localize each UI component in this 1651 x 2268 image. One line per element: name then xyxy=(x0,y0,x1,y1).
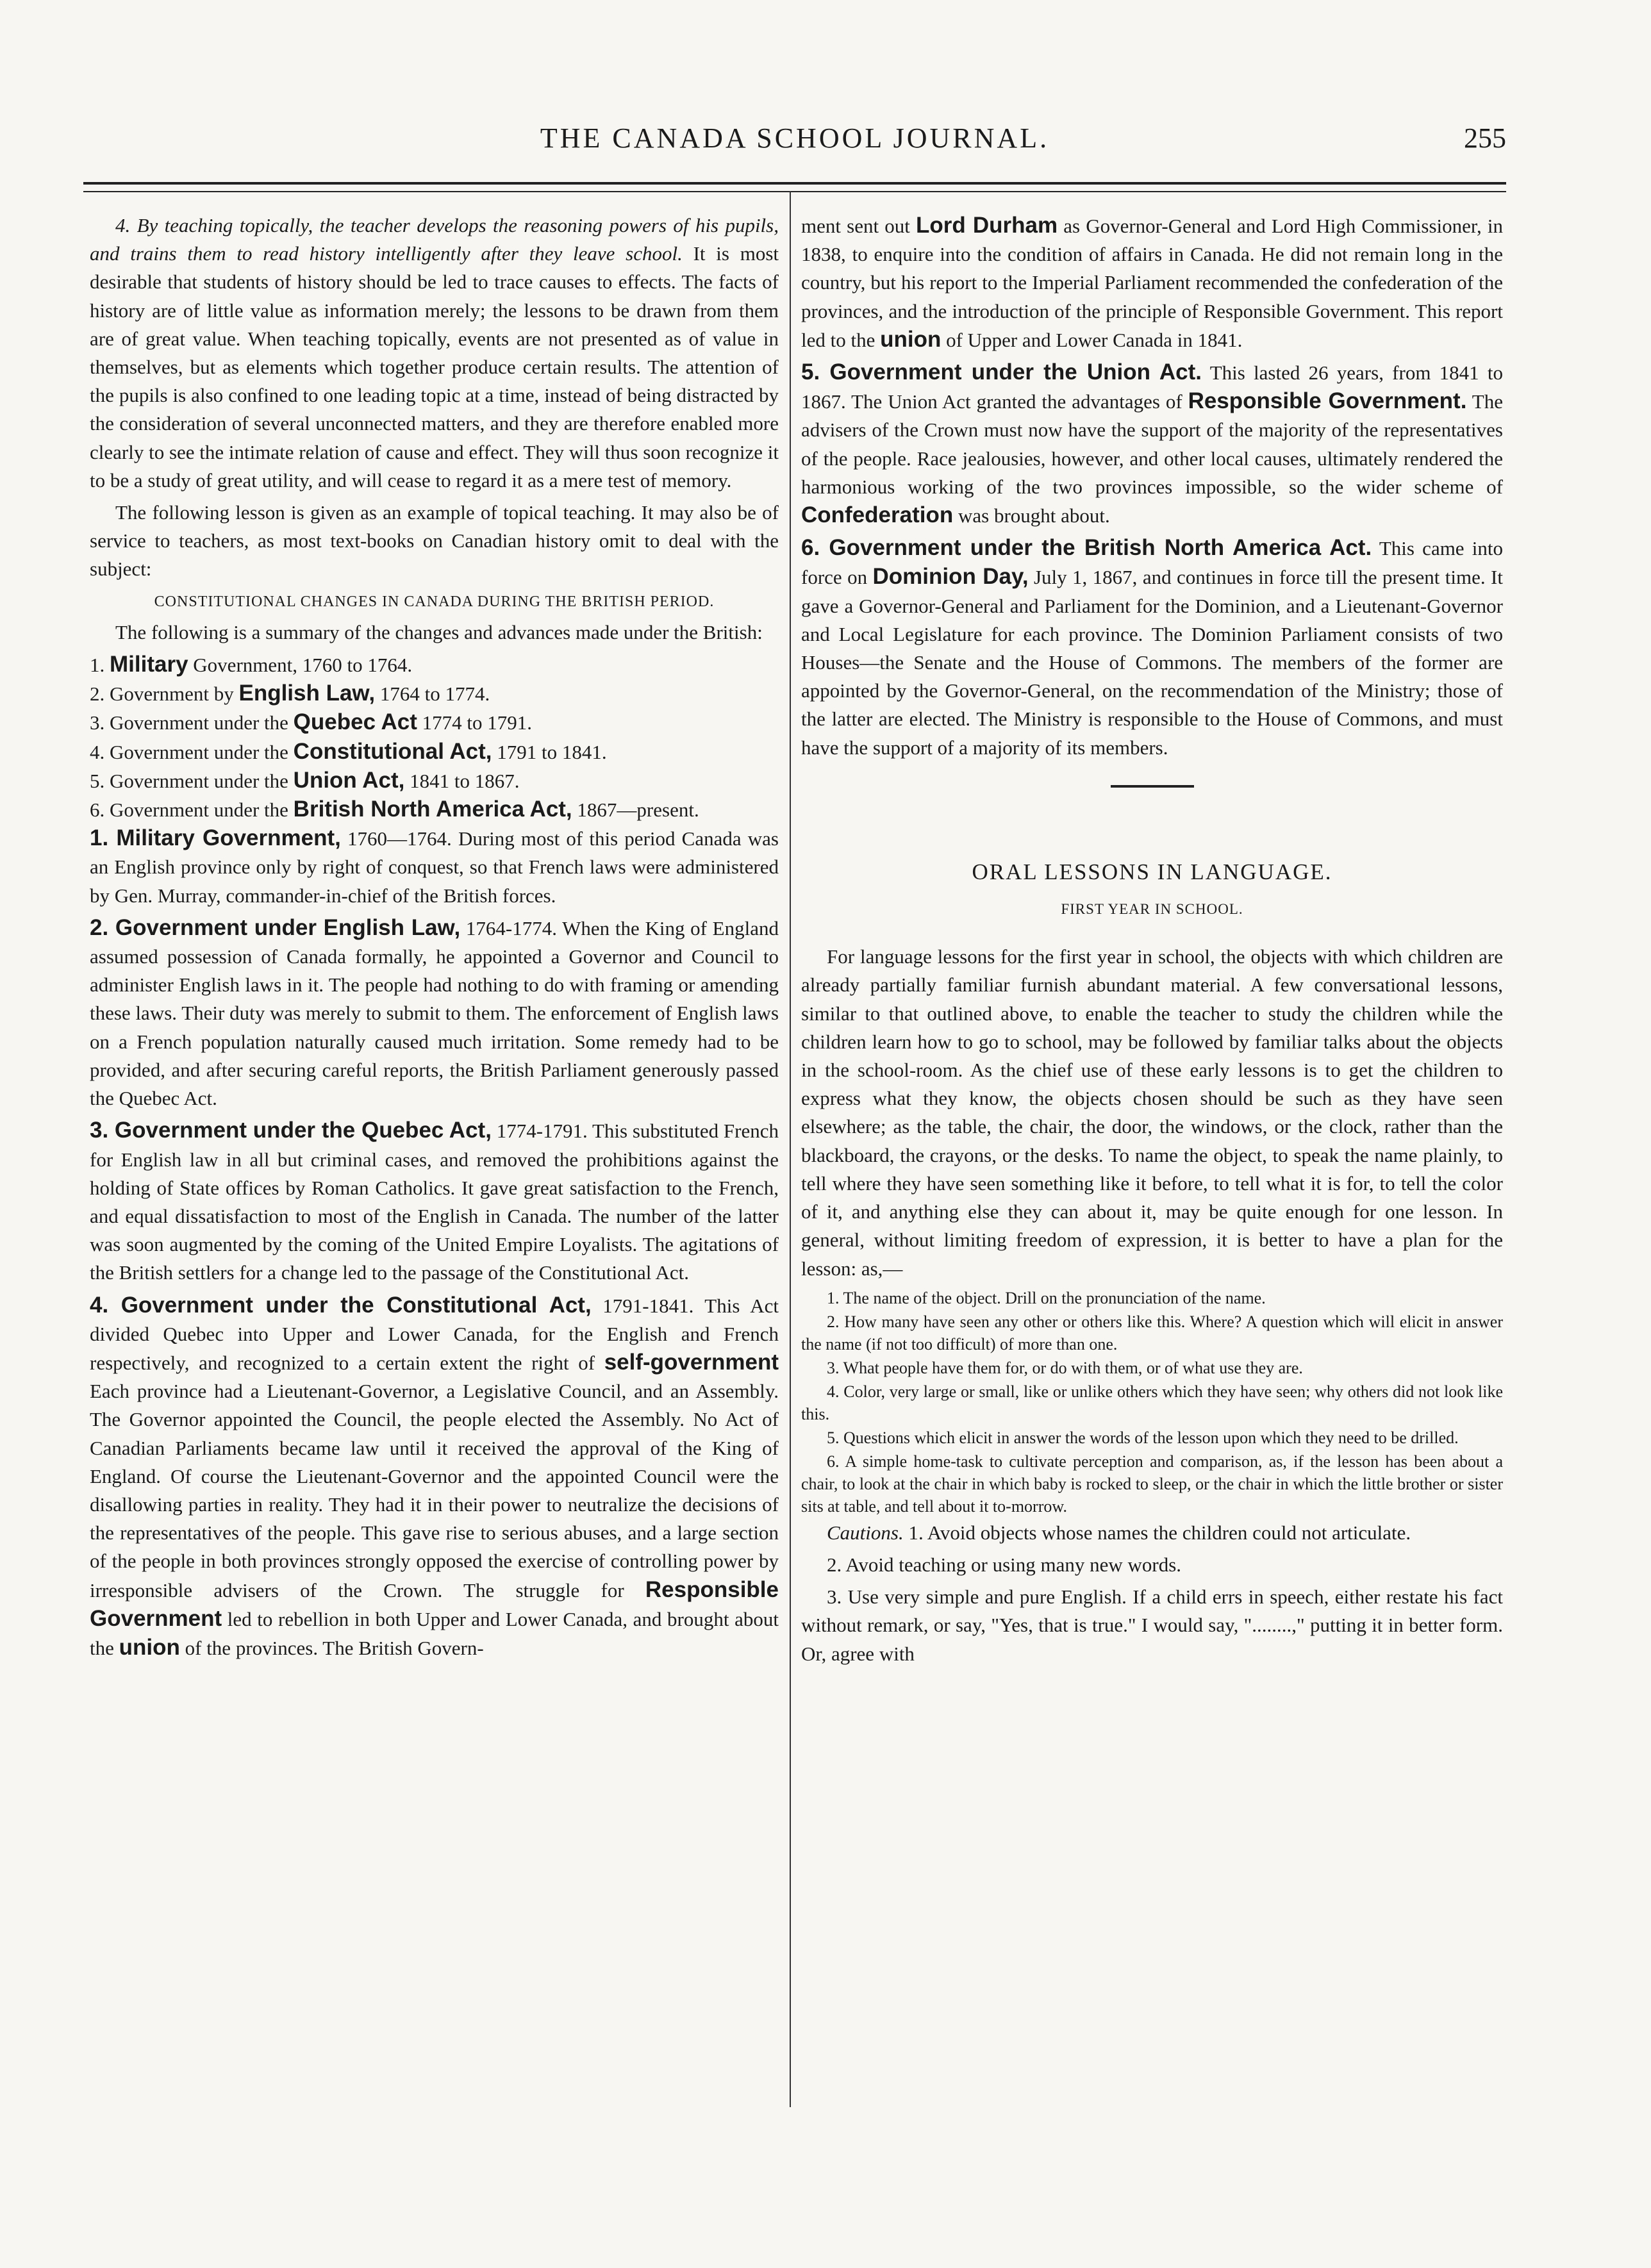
left-column xyxy=(90,211,779,1666)
cautions-1 xyxy=(801,1519,1503,1547)
paragraph-text: It is most desirable that students of history should be led to trace causes to effects. The facts of history are of little value as information merely; the lessons to be drawn from them are of great value. When teaching topically, events are not presented as of value in themselves, but as elements which together produce certain results. The attention of the pupils is also confined to one leading topic at a time, instead of being distracted by the consideration of several unconnected matters, and they are therefore enabled more clearly to see the intimate relation of cause and effect. They will thus soon recognize it to be a study of great utility, and will cease to regard it as a mere test of memory. xyxy=(90,242,779,492)
list-number: 4. xyxy=(90,740,105,763)
list-text: Government under the xyxy=(110,799,294,822)
list-item xyxy=(90,708,779,737)
section-body: 1764-1774. When the King of England assumed possession of Canada formally, he appointed a Governor and Council to administer English laws in it. The people had nothing to do with framing or amending these laws. Their duty was merely to submit to them. The enforcement of English laws on a French population naturally caused much irritation. Some remedy had to be provided, and after securing careful reports, the British Parliament generously passed the Quebec Act. xyxy=(90,916,779,1110)
section-body: of the provinces. The British Govern- xyxy=(179,1636,484,1659)
cautions-3: 3. Use very simple and pure English. If a child errs in speech, either restate his fact without remark, or say, "Yes, that is true." I would say, "........," putting it in better form. Or, agree with xyxy=(801,1585,1503,1665)
header-rule-thick xyxy=(83,182,1506,185)
bold-term: Confederation xyxy=(801,502,954,528)
list-bold: English Law, xyxy=(238,681,376,706)
section-body: 1774-1791. This substituted French for English law in all but criminal cases, and removed the prohibitions against the holding of State offices by Roman Catholics. It gave great satisfaction to the French, and equal dissatisfaction to most of the English in Canada. The number of the latter was soon augmented by the coming of the United Empire Loyalists. The agitations of the British settlers for a change led to the passage of the Constitutional Act. xyxy=(90,1120,779,1284)
list-number: 5. xyxy=(90,769,105,792)
list-item: 3. What people have them for, or do with them, or of what use they are. xyxy=(827,1358,1303,1377)
bold-term: Responsible Government. xyxy=(1188,388,1467,414)
list-item: 1. The name of the object. Drill on the pronunciation of the name. xyxy=(827,1288,1266,1307)
right-column xyxy=(801,211,1503,1672)
paragraph-summary-intro: The following is a summary of the changes and advances made under the British: xyxy=(115,620,763,643)
section-body: was brought about. xyxy=(953,504,1110,527)
bold-term: self-government xyxy=(604,1349,779,1375)
section-body: July 1, 1867, and continues in force till the present time. It gave a Governor-General and Parliament for the Dominion, and a Lieutenant-Governor and Local Legislature for each province. The Dominion Parliament consists of two Houses—the Senate and the House of Commons. The members of the former are appointed by the Governor-General, on the recommendation of the Ministry; those of the latter are elected. The Ministry is responsible to the House of Commons, and must have the support of a majority of its members. xyxy=(801,566,1503,759)
list-item: 4. Color, very large or small, like or unlike others which they have seen; why others did not look like this. xyxy=(801,1382,1503,1423)
section-body: This came into force on xyxy=(801,537,1504,589)
list-bold: Constitutional Act, xyxy=(293,738,492,764)
header-rule-thin xyxy=(83,191,1506,192)
section-heading: 1. Military Government, xyxy=(90,825,341,851)
section-body: This lasted 26 years, from 1841 to 1867. The Union Act granted the advantages of xyxy=(801,361,1503,413)
caution-text: 1. Avoid objects whose names the children could not articulate. xyxy=(903,1521,1411,1544)
list-number: 3. xyxy=(90,711,105,734)
journal-title: THE CANADA SCHOOL JOURNAL. xyxy=(540,122,1050,154)
list-text: 1867—present. xyxy=(572,799,699,822)
bold-term: union xyxy=(880,326,942,352)
section-body: led to rebellion in both Upper and Lower Canada, and brought about the xyxy=(90,1607,779,1659)
list-number: 6. xyxy=(90,799,105,822)
summary-list xyxy=(90,650,779,824)
list-bold: Union Act, xyxy=(293,767,405,793)
section-military xyxy=(90,824,779,910)
list-text: Government by xyxy=(110,683,239,706)
section-body: 1760—1764. During most of this period Canada was an English province only by right of conquest, so that French laws were administered by Gen. Murray, commander-in-chief of the British forces. xyxy=(90,827,779,907)
list-number: 1. xyxy=(90,654,105,677)
paragraph-text: ment sent out xyxy=(801,215,916,237)
list-bold: Military xyxy=(110,652,188,677)
bold-term: Lord Durham xyxy=(915,213,1058,238)
section-heading: 6. Government under the British North America Act. xyxy=(801,535,1372,561)
section-constitutional-act xyxy=(90,1291,779,1663)
cautions-2: 2. Avoid teaching or using many new words. xyxy=(827,1553,1182,1576)
section-subtitle: FIRST YEAR IN SCHOOL. xyxy=(1061,901,1243,918)
list-text: Government under the xyxy=(110,740,294,763)
list-item: 5. Questions which elicit in answer the words of the lesson upon which they need to be drilled. xyxy=(827,1428,1459,1447)
bold-term: Dominion Day, xyxy=(872,564,1029,590)
list-text: Government under the xyxy=(110,769,294,792)
list-text: 1764 to 1774. xyxy=(375,683,490,706)
section-heading: 4. Government under the Constitutional Act, xyxy=(90,1292,592,1318)
section-body: 1791-1841. This Act divided Quebec into Upper and Lower Canada, for the English and French respectively, and recognized to a certain extent the right of xyxy=(90,1294,779,1374)
list-item xyxy=(90,650,779,679)
paragraph-durham xyxy=(801,211,1503,354)
list-item: 6. A simple home-task to cultivate perception and comparison, as, if the lesson has been about a chair, to look at the chair in which baby is rocked to sleep, or the chair in which the little brother or sister sits at table, and tell about it to-morrow. xyxy=(801,1452,1503,1516)
section-english-law xyxy=(90,914,779,1113)
list-text: Government, 1760 to 1764. xyxy=(188,654,413,677)
list-item: 2. How many have seen any other or others like this. Where? A question which will elicit in answer the name (if not too difficult) of more than one. xyxy=(801,1312,1503,1353)
cautions-label: Cautions. xyxy=(827,1521,904,1544)
lesson-plan-list xyxy=(801,1287,1503,1518)
italic-lead: 4. By teaching topically, the teacher develops the reasoning powers of his pupils, and trains them to read history intelligently after they leave school. xyxy=(90,214,779,265)
list-item xyxy=(90,738,779,766)
list-item xyxy=(90,679,779,708)
section-body: Each province had a Lieutenant-Governor, a Legislative Council, and an Assembly. The Governor appointed the Council, the people elected the Assembly. No Act of Canadian Parliaments became law until it received the approval of the King of England. Of course the Lieutenant-Governor and the appointed Council were the disallowing parties in reality. They had it in their power to neutralize the decisions of the representatives of the people. This gave rise to serious abuses, and a large section of the people in both provinces strongly opposed the exercise of controlling power by irresponsible advisers of the Crown. The struggle for xyxy=(90,1380,779,1602)
paragraph-language-intro: For language lessons for the first year in school, the objects with which children are already partially familiar furnish abundant material. A few conversational lessons, similar to that outlined above, to enable the teacher to study the children while the children learn how to go to school, may be followed by familiar talks about the objects in the school-room. As the chief use of these early lessons is to get the children to express what they know, the objects chosen should be such as they have seen elsewhere; as the table, the chair, the door, the windows, or the clock, rather than the blackboard, the crayons, or the desks. To name the object, to speak the name plainly, to tell where they have seen something like it before, to tell what it is for, to tell the color of it, and anything else they can about it, may be quite enough for one lesson. In general, without limiting freedom of expression, it is better to have a plan for the lesson: as,— xyxy=(801,945,1503,1280)
section-bna-act xyxy=(801,534,1503,762)
column-divider xyxy=(790,191,791,2107)
section-quebec-act xyxy=(90,1116,779,1287)
paragraph-topical-teaching xyxy=(90,211,779,495)
paragraph-text: as Governor-General and Lord High Commissioner, in 1838, to enquire into the condition of affairs in Canada. He did not remain long in the country, but his report to the Imperial Parliament recommended the confederation of the provinces, and the introduction of the principle of Responsible Government. This report led to the xyxy=(801,215,1503,351)
list-item xyxy=(90,795,779,824)
paragraph-example: The following lesson is given as an example of topical teaching. It may also be of service to teachers, as most text-books on Canadian history omit to deal with the subject: xyxy=(90,501,779,581)
list-text: 1791 to 1841. xyxy=(492,740,607,763)
list-item xyxy=(90,766,779,795)
list-bold: Quebec Act xyxy=(293,709,417,735)
list-bold: British North America Act, xyxy=(293,797,572,822)
list-text: 1841 to 1867. xyxy=(404,769,520,792)
section-heading: 2. Government under English Law, xyxy=(90,915,461,940)
section-union-act xyxy=(801,358,1503,530)
section-separator xyxy=(1111,785,1194,788)
section-heading: 3. Government under the Quebec Act, xyxy=(90,1118,492,1143)
section-body: The advisers of the Crown must now have the support of the majority of the representatives of the people. Race jealousies, however, and other local causes, ultimately rendered the harmonious working of the two provinces impossible, so the wider scheme of xyxy=(801,390,1503,498)
section-title: ORAL LESSONS IN LANGUAGE. xyxy=(972,859,1332,884)
bold-term: Responsible Government xyxy=(90,1577,779,1631)
list-text: 1774 to 1791. xyxy=(417,711,532,734)
paragraph-text: of Upper and Lower Canada in 1841. xyxy=(941,328,1243,351)
list-number: 2. xyxy=(90,683,105,706)
page-number: 255 xyxy=(1464,122,1506,154)
bold-term: union xyxy=(119,1634,180,1660)
article-heading: CONSTITUTIONAL CHANGES IN CANADA DURING THE BRITISH PERIOD. xyxy=(154,593,715,610)
running-head xyxy=(83,122,1506,167)
list-text: Government under the xyxy=(110,711,294,734)
section-heading: 5. Government under the Union Act. xyxy=(801,360,1202,385)
